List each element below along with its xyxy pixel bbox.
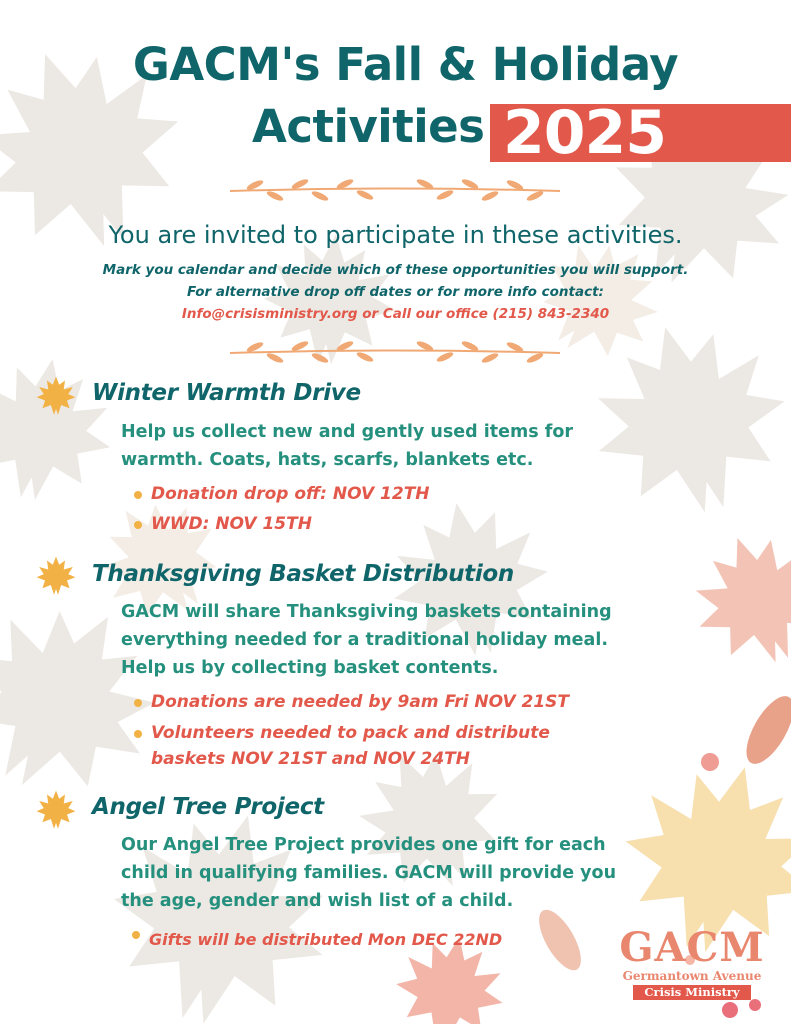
contact-info[interactable]: Info@crisisministry.org or Call our office (215) 843-2340 <box>181 306 610 322</box>
maple-leaf-icon <box>36 376 76 416</box>
bullet-text: Donations are needed by 9am Fri NOV 21ST <box>151 692 570 712</box>
bullet-icon <box>132 931 140 939</box>
bullet-icon <box>134 491 142 499</box>
maple-leaf-icon <box>36 556 76 596</box>
body-line: warmth. Coats, hats, scarfs, blankets etc. <box>121 450 534 470</box>
bullet-text: WWD: NOV 15TH <box>151 514 312 534</box>
intro-line-1: Mark you calendar and decide which of these opportunities you will support. <box>102 262 689 278</box>
vine-divider-icon <box>225 338 565 366</box>
section-title-winter-warmth: Winter Warmth Drive <box>92 380 361 406</box>
body-line: child in qualifying families. GACM will provide you <box>121 863 617 883</box>
bullet-icon <box>134 699 142 707</box>
invite-heading: You are invited to participate in these activities. <box>108 221 683 249</box>
list-item <box>134 720 569 772</box>
body-line: GACM will share Thanksgiving baskets containing <box>121 602 612 622</box>
bullet-text: Donation drop off: NOV 12TH <box>151 484 430 504</box>
body-line: Help us by collecting basket contents. <box>121 658 499 678</box>
list-item <box>134 481 430 507</box>
bullet-icon <box>134 521 142 529</box>
body-line: Help us collect new and gently used items for <box>121 422 573 442</box>
body-line: Our Angel Tree Project provides one gift for each <box>121 835 606 855</box>
list-item <box>132 927 502 953</box>
section-title-thanksgiving: Thanksgiving Basket Distribution <box>92 561 515 587</box>
logo-word: GACM <box>619 924 765 971</box>
list-item <box>134 511 430 537</box>
section-body-angel-tree <box>121 831 616 915</box>
bullet-icon <box>134 730 142 738</box>
bullet-text <box>151 720 550 772</box>
body-line: everything needed for a traditional holiday meal. <box>121 630 608 650</box>
title-line-2: Activities <box>252 100 485 153</box>
year-text: 2025 <box>503 98 666 168</box>
maple-leaf-icon <box>36 790 76 830</box>
section-title-angel-tree: Angel Tree Project <box>92 794 324 820</box>
section-body-thanksgiving <box>121 598 612 682</box>
vine-divider-icon <box>225 176 565 204</box>
gacm-logo <box>612 924 772 1000</box>
bullet-text: Gifts will be distributed Mon DEC 22ND <box>149 930 503 949</box>
bullet-list-thanksgiving <box>134 689 569 772</box>
list-item <box>134 689 569 715</box>
section-body-winter-warmth <box>121 418 573 474</box>
intro-line-2: For alternative drop off dates or for more info contact: <box>187 284 604 300</box>
body-line: the age, gender and wish list of a child. <box>121 891 514 911</box>
logo-line-1: Germantown Avenue <box>622 969 762 983</box>
logo-line-2: Crisis Ministry <box>633 985 751 1000</box>
bullet-line: Volunteers needed to pack and distribute <box>151 723 550 743</box>
bullet-line: baskets NOV 21ST and NOV 24TH <box>151 749 471 769</box>
bullet-list-angel-tree <box>132 927 502 953</box>
bullet-list-winter-warmth <box>134 481 430 537</box>
title-line-1: GACM's Fall & Holiday <box>132 38 679 91</box>
